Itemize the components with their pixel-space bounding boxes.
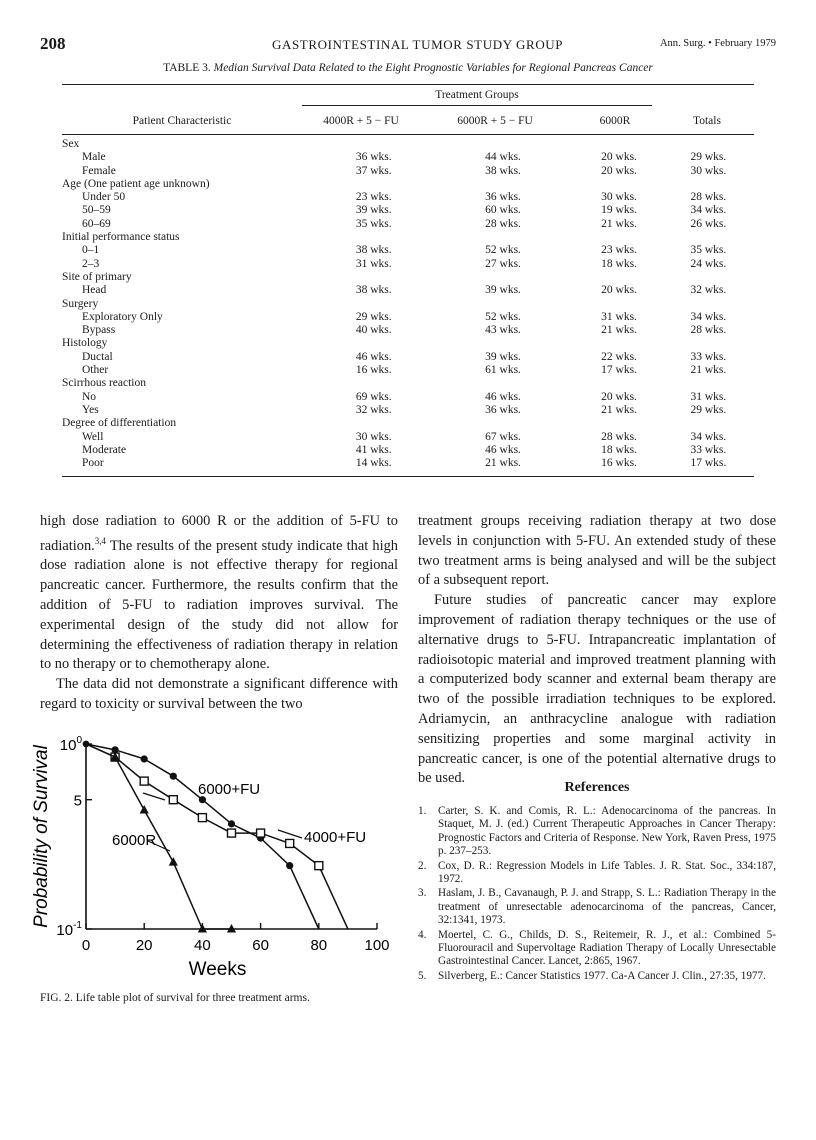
reference-text: Moertel, C. G., Childs, D. S., Reitemeir, R. J., et al.: Combined 5-Fluorouracil and Supervoltage Radiation Therapy of Locally Unresectable Gastrointestinal Cancer. Lancet, 2:865, 1967. bbox=[438, 928, 776, 968]
row-label: 2–3 bbox=[82, 257, 100, 270]
references-heading: References bbox=[564, 780, 630, 795]
running-title: GASTROINTESTINAL TUMOR STUDY GROUP bbox=[272, 37, 564, 52]
table-cell: 36 wks. bbox=[355, 151, 392, 164]
row-label: Sex bbox=[62, 138, 80, 150]
survival-chart bbox=[20, 722, 400, 984]
table-cell: 21 wks. bbox=[690, 364, 727, 377]
table-cell: 17 wks. bbox=[690, 457, 727, 470]
reference-number: 4. bbox=[418, 928, 427, 941]
x-axis-title: Weeks bbox=[188, 959, 247, 980]
table-group-row bbox=[62, 298, 754, 311]
table-cell bbox=[575, 298, 662, 311]
journal-citation: Ann. Surg. • February 1979 bbox=[659, 38, 776, 49]
table-cell: 31 wks. bbox=[355, 257, 392, 270]
series-line bbox=[86, 744, 232, 929]
table-row bbox=[62, 444, 754, 457]
data-point bbox=[286, 862, 293, 869]
data-point bbox=[228, 829, 236, 837]
y-tick-exponent: 0 bbox=[76, 735, 82, 746]
table-cell: 35 wks. bbox=[355, 217, 392, 230]
table-row bbox=[62, 364, 754, 377]
table-cell: 16 wks. bbox=[355, 364, 392, 377]
row-label: Age (One patient age unknown) bbox=[62, 177, 210, 190]
table-cell: 14 wks. bbox=[355, 457, 392, 470]
table-cell: 22 wks. bbox=[601, 350, 637, 363]
table-row bbox=[62, 165, 754, 178]
table-cell: 19 wks. bbox=[601, 204, 637, 217]
x-tick-label: 20 bbox=[135, 937, 153, 954]
table-cell: 30 wks. bbox=[601, 191, 637, 204]
table-cell bbox=[431, 231, 576, 244]
table-group-row bbox=[62, 337, 754, 350]
table-cell bbox=[575, 231, 662, 244]
series-label: 6000+FU bbox=[198, 781, 261, 798]
table-group-row bbox=[62, 231, 754, 244]
row-label: Site of primary bbox=[62, 270, 132, 283]
col-header-characteristic: Patient Characteristic bbox=[132, 115, 232, 127]
table-cell bbox=[317, 337, 431, 350]
table-row bbox=[62, 391, 754, 404]
table-cell: 28 wks. bbox=[690, 191, 727, 204]
table-cell bbox=[317, 178, 431, 191]
row-label: Ductal bbox=[82, 350, 113, 363]
left-paragraph-1 bbox=[40, 512, 398, 675]
table-cell bbox=[575, 377, 662, 390]
data-point bbox=[228, 820, 235, 827]
data-point bbox=[169, 796, 177, 804]
table-cell: 30 wks. bbox=[355, 430, 392, 443]
table-cell bbox=[575, 138, 662, 151]
table-cell: 46 wks. bbox=[355, 350, 392, 363]
table-row bbox=[62, 191, 754, 204]
row-label: Exploratory Only bbox=[82, 310, 163, 323]
reference-item bbox=[418, 860, 776, 887]
row-label: Scirrhous reaction bbox=[62, 377, 146, 390]
data-point bbox=[286, 839, 294, 847]
y-tick-base: 10 bbox=[59, 737, 77, 754]
row-label: Initial performance status bbox=[62, 231, 180, 244]
right-paragraph-1: treatment groups receiving radiation therapy at two dose levels in conjunction with 5-FU. An extended study of these two treatment arms is being analysed and will be the subject of a subsequent report. bbox=[418, 513, 776, 589]
data-point bbox=[169, 857, 178, 866]
table-cell: 52 wks. bbox=[485, 310, 521, 323]
reference-item bbox=[418, 929, 776, 969]
row-label: Well bbox=[82, 430, 104, 443]
table-cell: 39 wks. bbox=[485, 350, 521, 363]
reference-number: 1. bbox=[418, 805, 427, 817]
series-label-leader bbox=[278, 830, 302, 838]
x-tick-label: 60 bbox=[252, 937, 269, 954]
table-cell: 36 wks. bbox=[485, 403, 521, 416]
y-tick-base: 5 bbox=[73, 792, 82, 810]
left-p1-rest: The results of the present study indicate that high dose radiation alone is not effective therapy for regional pancreatic cancer. Furthermore, the results confirm that the addition of 5-FU to radiation improves survival. The experimental design of the study did not allow for determining the effectiveness of radiation therapy in relation to no therapy or to chemotherapy alone. bbox=[40, 537, 398, 673]
table-cell: 33 wks. bbox=[690, 443, 727, 456]
table-cell bbox=[663, 417, 754, 430]
table-cell: 32 wks. bbox=[355, 403, 392, 416]
series-label-leader bbox=[143, 793, 165, 800]
table-row bbox=[62, 151, 754, 164]
table-cell bbox=[575, 178, 662, 191]
table-cell: 60 wks. bbox=[485, 204, 521, 217]
left-paragraph-2: The data did not demonstrate a significant difference with regard to toxicity or survival between the two bbox=[40, 676, 398, 712]
table-caption-text: Median Survival Data Related to the Eight Prognostic Variables for Regional Pancreas Cancer bbox=[213, 62, 653, 74]
figure-caption: FIG. 2. Life table plot of survival for three treatment arms. bbox=[40, 992, 310, 1004]
table-cell bbox=[663, 298, 754, 311]
row-label: Bypass bbox=[82, 324, 116, 337]
series-label: 4000+FU bbox=[304, 829, 367, 846]
reference-number: 5. bbox=[418, 969, 427, 982]
data-point bbox=[198, 814, 206, 822]
table-row bbox=[62, 284, 754, 297]
row-label: Poor bbox=[82, 457, 104, 470]
table-cell: 18 wks. bbox=[601, 257, 637, 270]
table-cell bbox=[663, 231, 754, 244]
table-cell: 27 wks. bbox=[485, 257, 521, 270]
row-label: Yes bbox=[82, 403, 99, 416]
table-cell: 34 wks. bbox=[690, 310, 727, 323]
table-cell: 40 wks. bbox=[355, 324, 392, 337]
table-row bbox=[62, 204, 754, 217]
x-tick-label: 0 bbox=[81, 937, 91, 954]
data-point bbox=[140, 805, 149, 814]
table-cell: 24 wks. bbox=[690, 257, 727, 270]
table-cell: 34 wks. bbox=[690, 430, 727, 443]
table-cell: 20 wks. bbox=[601, 151, 637, 164]
data-point bbox=[170, 773, 177, 780]
table-cell: 52 wks. bbox=[485, 244, 521, 257]
table-cell bbox=[663, 377, 754, 390]
table-cell: 28 wks. bbox=[690, 324, 727, 337]
table-cell: 46 wks. bbox=[485, 443, 521, 456]
table-cell: 17 wks. bbox=[601, 364, 637, 377]
table-cell: 21 wks. bbox=[601, 403, 637, 416]
col-header-totals: Totals bbox=[693, 115, 721, 127]
page-number: 208 bbox=[40, 34, 66, 53]
series-label: 6000R bbox=[112, 832, 157, 849]
table-cell bbox=[663, 138, 754, 151]
row-label: 0–1 bbox=[82, 244, 100, 257]
table-cell: 29 wks. bbox=[690, 403, 727, 416]
table-row bbox=[62, 244, 754, 257]
table-cell: 20 wks. bbox=[601, 390, 637, 403]
table-top-rule bbox=[62, 84, 754, 85]
reference-item bbox=[418, 970, 776, 983]
table-cell: 38 wks. bbox=[355, 244, 392, 257]
table-cell bbox=[317, 417, 431, 430]
table-row bbox=[62, 311, 754, 324]
table-cell: 29 wks. bbox=[355, 310, 392, 323]
table-cell: 23 wks. bbox=[601, 244, 637, 257]
survival-table bbox=[62, 138, 754, 470]
row-label: Degree of differentiation bbox=[62, 417, 177, 430]
reference-text: Haslam, J. B., Cavanaugh, P. J. and Strapp, S. L.: Radiation Therapy in the treatment of unresectable adenocarcinoma of the pancreas, Cancer, 32:1341, 1973. bbox=[438, 887, 776, 927]
table-cell bbox=[663, 178, 754, 191]
col-header-6000r-fu: 6000R + 5 − FU bbox=[457, 115, 533, 127]
right-paragraph-2: Future studies of pancreatic cancer may explore improvement of radiation therapy techniques or the use of alternative drugs to 5-FU. Intrapancreatic implantation of radioisotopic material and improved treatment planning with a computerized body scanner and external beam therapy are two of the possible irradiation techniques to be explored. Adriamycin, an anthracycline analogue with radiation sensitizing properties and some marginal activity in pancreatic cancer, is one of the potential alternative drugs to be used. bbox=[418, 592, 776, 787]
left-p1-start: high dose radiation to 6000 R or the addition of 5-FU to radiation. bbox=[40, 513, 398, 554]
reference-text: Carter, S. K. and Comis, R. L.: Adenocarcinoma of the pancreas. In Staquet, M. J. (ed.) Current Therapeutic Approaches in Cancer Therapy: Prognostic Factors and Criteria of Response. New York, Raven Press, 1975 p. 237–253. bbox=[438, 805, 776, 858]
y-tick-base: 10 bbox=[56, 922, 74, 939]
row-label: Female bbox=[82, 164, 116, 177]
table-cell bbox=[317, 298, 431, 311]
x-tick-label: 80 bbox=[310, 937, 328, 954]
table-row bbox=[62, 324, 754, 337]
table-row bbox=[62, 351, 754, 364]
y-tick-label bbox=[60, 735, 83, 754]
table-cell: 16 wks. bbox=[601, 457, 637, 470]
table-cell bbox=[317, 377, 431, 390]
col-header-4000r-fu: 4000R + 5 − FU bbox=[323, 115, 399, 127]
table-cell: 36 wks. bbox=[485, 191, 521, 204]
table-row bbox=[62, 457, 754, 470]
table-cell: 43 wks. bbox=[485, 324, 521, 337]
table-row bbox=[62, 431, 754, 444]
data-point bbox=[140, 777, 148, 785]
reference-item bbox=[418, 887, 776, 927]
row-label: 60–69 bbox=[82, 217, 111, 230]
row-label: 50–59 bbox=[82, 204, 111, 217]
reference-number: 2. bbox=[418, 859, 427, 872]
table-cell: 21 wks. bbox=[601, 324, 637, 337]
table-cell: 38 wks. bbox=[485, 164, 521, 177]
table-header-rule bbox=[62, 134, 754, 135]
table-cell: 34 wks. bbox=[690, 204, 727, 217]
table-cell bbox=[575, 417, 662, 430]
row-label: Head bbox=[82, 284, 107, 297]
row-label: No bbox=[82, 390, 97, 403]
references-list bbox=[418, 805, 776, 984]
table-row bbox=[62, 404, 754, 417]
table-caption-label: TABLE 3. bbox=[163, 62, 211, 74]
table-cell bbox=[575, 337, 662, 350]
row-label: Other bbox=[82, 364, 109, 377]
right-column-text bbox=[418, 512, 776, 789]
table-cell bbox=[575, 271, 662, 284]
table-group-row bbox=[62, 138, 754, 151]
table-cell bbox=[431, 377, 576, 390]
table-cell bbox=[431, 271, 576, 284]
reference-text: Cox, D. R.: Regression Models in Life Tables. J. R. Stat. Soc., 334:187, 1972. bbox=[438, 859, 776, 886]
row-label: Histology bbox=[62, 337, 108, 350]
table-cell: 67 wks. bbox=[485, 430, 521, 443]
table-cell: 44 wks. bbox=[485, 151, 521, 164]
table-cell bbox=[317, 271, 431, 284]
table-cell bbox=[431, 417, 576, 430]
table-cell bbox=[663, 337, 754, 350]
table-cell: 21 wks. bbox=[601, 217, 637, 230]
series-6000r bbox=[83, 741, 236, 933]
y-tick-label bbox=[74, 793, 82, 810]
table-row bbox=[62, 258, 754, 271]
x-tick-label: 40 bbox=[194, 937, 211, 954]
table-group-row bbox=[62, 377, 754, 390]
table-cell: 28 wks. bbox=[601, 430, 637, 443]
table-cell: 31 wks. bbox=[601, 310, 637, 323]
table-cell: 32 wks. bbox=[690, 284, 727, 297]
table-cell bbox=[431, 138, 576, 151]
data-point bbox=[257, 829, 265, 837]
table-caption bbox=[0, 62, 816, 74]
table-cell: 28 wks. bbox=[485, 217, 521, 230]
table-cell: 30 wks. bbox=[690, 164, 727, 177]
table-cell: 20 wks. bbox=[601, 164, 637, 177]
y-tick-label bbox=[56, 920, 82, 939]
table-cell: 38 wks. bbox=[355, 284, 392, 297]
table-cell: 46 wks. bbox=[485, 390, 521, 403]
table-bottom-rule bbox=[62, 476, 754, 477]
data-point bbox=[83, 741, 89, 747]
data-point bbox=[141, 755, 148, 762]
data-point bbox=[315, 862, 323, 870]
table-cell: 31 wks. bbox=[690, 390, 727, 403]
row-label: Moderate bbox=[82, 443, 127, 456]
reference-text: Silverberg, E.: Cancer Statistics 1977. Ca-A Cancer J. Clin., 27:35, 1977. bbox=[438, 969, 766, 982]
table-group-row bbox=[62, 178, 754, 191]
table-cell: 69 wks. bbox=[355, 390, 392, 403]
reference-item bbox=[418, 805, 776, 859]
table-cell: 23 wks. bbox=[355, 191, 392, 204]
table-cell bbox=[431, 178, 576, 191]
row-label: Under 50 bbox=[82, 191, 126, 204]
y-axis-title: Probability of Survival bbox=[31, 745, 52, 928]
table-cell: 37 wks. bbox=[355, 164, 392, 177]
table-cell bbox=[317, 138, 431, 151]
table-cell: 33 wks. bbox=[690, 350, 727, 363]
table-group-row bbox=[62, 417, 754, 430]
table-cell bbox=[317, 231, 431, 244]
table-cell bbox=[431, 337, 576, 350]
left-column-text bbox=[40, 512, 398, 715]
row-label: Male bbox=[82, 151, 106, 164]
table-cell: 20 wks. bbox=[601, 284, 637, 297]
table-cell bbox=[663, 271, 754, 284]
left-p1-citation: 3,4 bbox=[94, 535, 106, 546]
table-row bbox=[62, 218, 754, 231]
table-cell: 35 wks. bbox=[690, 244, 727, 257]
reference-number: 3. bbox=[418, 887, 427, 900]
table-cell: 41 wks. bbox=[355, 443, 392, 456]
table-cell: 29 wks. bbox=[690, 151, 727, 164]
table-cell: 39 wks. bbox=[485, 284, 521, 297]
table-cell: 61 wks. bbox=[485, 364, 521, 377]
table-group-row bbox=[62, 271, 754, 284]
table-cell: 21 wks. bbox=[485, 457, 521, 470]
col-header-6000r: 6000R bbox=[599, 115, 631, 127]
table-cell: 18 wks. bbox=[601, 443, 637, 456]
row-label: Surgery bbox=[62, 297, 99, 310]
group-header-rule bbox=[302, 105, 652, 106]
y-tick-exponent: -1 bbox=[73, 920, 82, 931]
table-cell bbox=[431, 298, 576, 311]
chart-series bbox=[83, 741, 366, 933]
treatment-groups-heading: Treatment Groups bbox=[435, 89, 519, 101]
table-cell: 26 wks. bbox=[690, 217, 727, 230]
x-tick-label: 100 bbox=[364, 937, 390, 954]
table-cell: 39 wks. bbox=[355, 204, 392, 217]
